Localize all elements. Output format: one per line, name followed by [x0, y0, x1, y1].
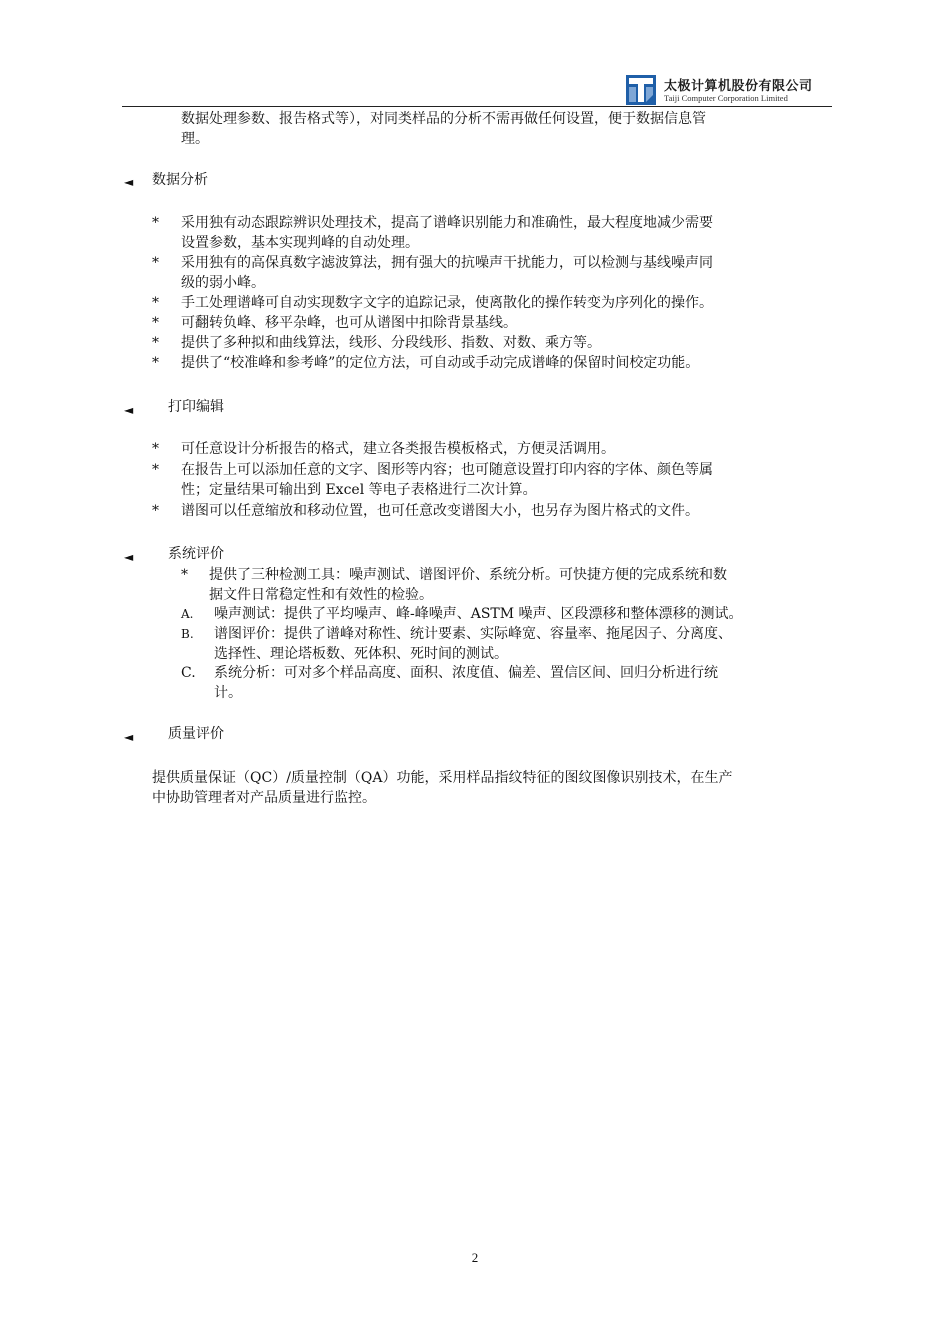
- text-line: 可翻转负峰、移平杂峰，也可从谱图中扣除背景基线。: [181, 315, 517, 331]
- text-line: 设置参数，基本实现判峰的自动处理。: [181, 235, 419, 251]
- text-line: 系统分析：可对多个样品高度、面积、浓度值、偏差、置信区间、回归分析进行统: [214, 665, 718, 681]
- text-line: 采用独有动态跟踪辨识处理技术，提高了谱峰识别能力和准确性，最大程度地减少需要: [181, 215, 713, 231]
- list-letter: A.: [181, 607, 194, 621]
- text-line: 理。: [181, 131, 209, 147]
- list-letter: B.: [181, 627, 194, 641]
- text-line: 谱图评价：提供了谱峰对称性、统计要素、实际峰宽、容量率、拖尾因子、分离度、: [214, 626, 732, 642]
- text-line: 可任意设计分析报告的格式，建立各类报告模板格式，方便灵活调用。: [181, 441, 615, 457]
- intro-paragraph: [181, 109, 706, 149]
- text-line: 提供质量保证（QC）/质量控制（QA）功能，采用样品指纹特征的图纹图像识别技术，在生产: [152, 770, 733, 786]
- bullet-asterisk: *: [152, 215, 159, 231]
- text-line: 性；定量结果可输出到 Excel 等电子表格进行二次计算。: [181, 482, 537, 498]
- text-line: 中协助管理者对产品质量进行监控。: [152, 790, 376, 806]
- bullet-asterisk: *: [152, 255, 159, 271]
- bullet-asterisk: *: [152, 315, 159, 331]
- bullet-asterisk: *: [152, 462, 159, 478]
- triangle-marker-icon: ◄: [124, 175, 134, 189]
- section-title: 质量评价: [168, 726, 224, 742]
- page-number: 2: [471, 1250, 479, 1265]
- text-line: 据文件日常稳定性和有效性的检验。: [209, 587, 433, 603]
- quality-paragraph: [152, 768, 733, 808]
- triangle-marker-icon: ◄: [124, 403, 134, 417]
- bullet-asterisk: *: [152, 503, 159, 519]
- company-name-en: Taiji Computer Corporation Limited: [664, 93, 788, 103]
- bullet-asterisk: *: [152, 441, 159, 457]
- text-line: 提供了三种检测工具：噪声测试、谱图评价、系统分析。可快捷方便的完成系统和数: [209, 567, 727, 583]
- header-divider: [122, 106, 832, 107]
- company-name-cn: 太极计算机股份有限公司: [664, 79, 813, 94]
- bullet-asterisk: *: [181, 567, 188, 583]
- bullet-asterisk: *: [152, 295, 159, 311]
- section-title: 数据分析: [152, 172, 208, 188]
- triangle-marker-icon: ◄: [124, 730, 134, 744]
- text-line: 手工处理谱峰可自动实现数字文字的追踪记录，使离散化的操作转变为序列化的操作。: [181, 295, 713, 311]
- text-line: 级的弱小峰。: [181, 275, 265, 291]
- text-line: 采用独有的高保真数字滤波算法，拥有强大的抗噪声干扰能力，可以检测与基线噪声同: [181, 255, 713, 271]
- text-line: 在报告上可以添加任意的文字、图形等内容；也可随意设置打印内容的字体、颜色等属: [181, 462, 713, 478]
- text-line: 提供了“校准峰和参考峰”的定位方法，可自动或手动完成谱峰的保留时间校定功能。: [181, 355, 700, 371]
- text-line: 计。: [214, 685, 242, 701]
- triangle-marker-icon: ◄: [124, 550, 134, 564]
- section-title: 打印编辑: [168, 399, 224, 415]
- text-line: 数据处理参数、报告格式等），对同类样品的分析不需再做任何设置，便于数据信息管: [181, 111, 706, 127]
- bullet-asterisk: *: [152, 335, 159, 351]
- text-line: 选择性、理论塔板数、死体积、死时间的测试。: [214, 646, 508, 662]
- text-line: 谱图可以任意缩放和移动位置，也可任意改变谱图大小，也另存为图片格式的文件。: [181, 503, 699, 519]
- section-title: 系统评价: [168, 546, 224, 562]
- text-line: 噪声测试：提供了平均噪声、峰-峰噪声、ASTM 噪声、区段漂移和整体漂移的测试。: [214, 606, 743, 622]
- text-line: 提供了多种拟和曲线算法，线形、分段线形、指数、对数、乘方等。: [181, 335, 601, 351]
- bullet-asterisk: *: [152, 355, 159, 371]
- company-logo-icon: [626, 75, 656, 105]
- list-letter: C.: [181, 665, 196, 681]
